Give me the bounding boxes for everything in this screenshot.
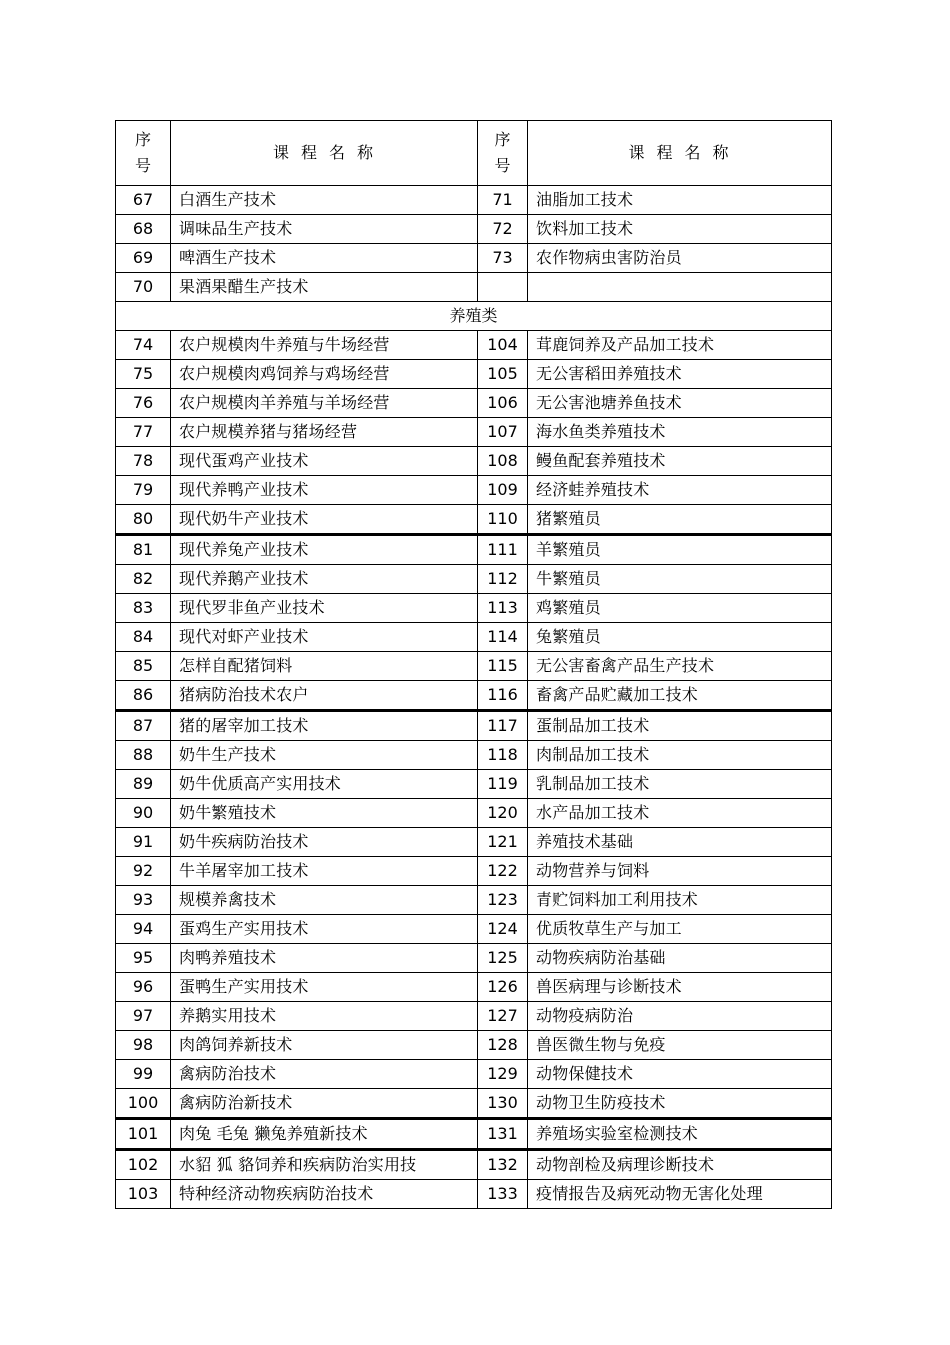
course-name-right: 动物卫生防疫技术 — [528, 1089, 832, 1119]
table-row — [116, 505, 832, 535]
header-name-left: 课程名称 — [171, 121, 478, 186]
course-name-left: 奶牛疾病防治技术 — [171, 828, 478, 857]
course-name-right: 经济蛙养殖技术 — [528, 476, 832, 505]
table-row — [116, 565, 832, 594]
course-name-right: 无公害畜禽产品生产技术 — [528, 652, 832, 681]
row-number-left: 98 — [116, 1031, 171, 1060]
row-number-left: 89 — [116, 770, 171, 799]
course-name-left: 现代养鹅产业技术 — [171, 565, 478, 594]
course-name-left: 禽病防治新技术 — [171, 1089, 478, 1119]
row-number-right: 120 — [478, 799, 528, 828]
row-number-right: 125 — [478, 944, 528, 973]
row-number-left: 78 — [116, 447, 171, 476]
course-name-right: 养殖技术基础 — [528, 828, 832, 857]
table-row — [116, 389, 832, 418]
course-name-right: 羊繁殖员 — [528, 535, 832, 565]
row-number-left: 101 — [116, 1119, 171, 1150]
course-name-left: 农户规模肉鸡饲养与鸡场经营 — [171, 360, 478, 389]
row-number-right: 121 — [478, 828, 528, 857]
row-number-left: 68 — [116, 215, 171, 244]
row-number-left: 90 — [116, 799, 171, 828]
row-number-left: 80 — [116, 505, 171, 535]
course-name-right: 肉制品加工技术 — [528, 741, 832, 770]
table-row — [116, 1089, 832, 1119]
course-name-right — [528, 273, 832, 302]
course-name-left: 奶牛优质高产实用技术 — [171, 770, 478, 799]
row-number-left: 86 — [116, 681, 171, 711]
course-name-left: 肉鸽饲养新技术 — [171, 1031, 478, 1060]
row-number-left: 81 — [116, 535, 171, 565]
course-name-right: 猪繁殖员 — [528, 505, 832, 535]
row-number-right: 72 — [478, 215, 528, 244]
row-number-left: 102 — [116, 1150, 171, 1180]
course-name-right: 农作物病虫害防治员 — [528, 244, 832, 273]
row-number-left: 103 — [116, 1180, 171, 1209]
course-name-left: 奶牛繁殖技术 — [171, 799, 478, 828]
row-number-left: 96 — [116, 973, 171, 1002]
table-row — [116, 1180, 832, 1209]
row-number-right: 117 — [478, 711, 528, 741]
table-row — [116, 828, 832, 857]
course-name-right: 无公害稻田养殖技术 — [528, 360, 832, 389]
table-row — [116, 331, 832, 360]
row-number-left: 91 — [116, 828, 171, 857]
table-row — [116, 244, 832, 273]
row-number-left: 83 — [116, 594, 171, 623]
course-name-right: 动物保健技术 — [528, 1060, 832, 1089]
row-number-right: 113 — [478, 594, 528, 623]
course-name-left: 怎样自配猪饲料 — [171, 652, 478, 681]
row-number-left: 97 — [116, 1002, 171, 1031]
course-name-left: 现代养兔产业技术 — [171, 535, 478, 565]
row-number-right: 129 — [478, 1060, 528, 1089]
table-row — [116, 886, 832, 915]
row-number-left: 82 — [116, 565, 171, 594]
row-number-right: 133 — [478, 1180, 528, 1209]
table-row — [116, 711, 832, 741]
row-number-left: 99 — [116, 1060, 171, 1089]
course-name-left: 规模养禽技术 — [171, 886, 478, 915]
row-number-left: 79 — [116, 476, 171, 505]
table-row — [116, 741, 832, 770]
course-name-left: 猪的屠宰加工技术 — [171, 711, 478, 741]
table-header-row — [116, 121, 832, 186]
course-name-left: 白酒生产技术 — [171, 186, 478, 215]
section-title: 养殖类 — [116, 302, 832, 331]
table-row — [116, 186, 832, 215]
course-name-left: 养鹅实用技术 — [171, 1002, 478, 1031]
row-number-left: 88 — [116, 741, 171, 770]
table-row — [116, 944, 832, 973]
row-number-right: 118 — [478, 741, 528, 770]
row-number-left: 77 — [116, 418, 171, 447]
course-table — [115, 120, 832, 1209]
course-name-right: 动物疫病防治 — [528, 1002, 832, 1031]
row-number-left: 87 — [116, 711, 171, 741]
table-row — [116, 623, 832, 652]
course-name-right: 饮料加工技术 — [528, 215, 832, 244]
row-number-left: 69 — [116, 244, 171, 273]
course-name-left: 啤酒生产技术 — [171, 244, 478, 273]
table-row — [116, 857, 832, 886]
row-number-left: 93 — [116, 886, 171, 915]
row-number-right: 122 — [478, 857, 528, 886]
course-name-right: 畜禽产品贮藏加工技术 — [528, 681, 832, 711]
course-name-left: 禽病防治技术 — [171, 1060, 478, 1089]
course-name-right: 鸡繁殖员 — [528, 594, 832, 623]
table-row — [116, 418, 832, 447]
row-number-right: 73 — [478, 244, 528, 273]
course-table-page — [115, 120, 831, 1209]
row-number-left: 74 — [116, 331, 171, 360]
table-row — [116, 652, 832, 681]
course-name-left: 农户规模养猪与猪场经营 — [171, 418, 478, 447]
course-name-right: 兽医病理与诊断技术 — [528, 973, 832, 1002]
course-name-left: 蛋鸭生产实用技术 — [171, 973, 478, 1002]
course-name-right: 优质牧草生产与加工 — [528, 915, 832, 944]
course-name-left: 现代蛋鸡产业技术 — [171, 447, 478, 476]
row-number-right: 105 — [478, 360, 528, 389]
table-row — [116, 681, 832, 711]
course-name-right: 动物疾病防治基础 — [528, 944, 832, 973]
course-name-right: 动物营养与饲料 — [528, 857, 832, 886]
course-name-right: 动物剖检及病理诊断技术 — [528, 1150, 832, 1180]
course-name-right: 海水鱼类养殖技术 — [528, 418, 832, 447]
course-name-left: 果酒果醋生产技术 — [171, 273, 478, 302]
row-number-right: 109 — [478, 476, 528, 505]
course-name-left: 农户规模肉羊养殖与羊场经营 — [171, 389, 478, 418]
course-name-right: 水产品加工技术 — [528, 799, 832, 828]
course-name-right: 养殖场实验室检测技术 — [528, 1119, 832, 1150]
table-row — [116, 535, 832, 565]
row-number-left: 76 — [116, 389, 171, 418]
row-number-right: 108 — [478, 447, 528, 476]
row-number-right: 119 — [478, 770, 528, 799]
course-name-left: 奶牛生产技术 — [171, 741, 478, 770]
course-name-left: 现代对虾产业技术 — [171, 623, 478, 652]
row-number-left: 85 — [116, 652, 171, 681]
row-number-left: 94 — [116, 915, 171, 944]
course-name-left: 肉鸭养殖技术 — [171, 944, 478, 973]
course-name-right: 乳制品加工技术 — [528, 770, 832, 799]
row-number-right: 123 — [478, 886, 528, 915]
course-name-left: 农户规模肉牛养殖与牛场经营 — [171, 331, 478, 360]
header-no-right: 序号 — [478, 121, 528, 186]
row-number-right: 131 — [478, 1119, 528, 1150]
course-name-left: 现代养鸭产业技术 — [171, 476, 478, 505]
row-number-left: 84 — [116, 623, 171, 652]
course-name-right: 鳗鱼配套养殖技术 — [528, 447, 832, 476]
row-number-right: 112 — [478, 565, 528, 594]
course-name-right: 蛋制品加工技术 — [528, 711, 832, 741]
course-name-left: 现代罗非鱼产业技术 — [171, 594, 478, 623]
course-name-right: 茸鹿饲养及产品加工技术 — [528, 331, 832, 360]
course-name-left: 水貂 狐 貉饲养和疾病防治实用技 — [171, 1150, 478, 1180]
row-number-left: 67 — [116, 186, 171, 215]
table-row — [116, 1150, 832, 1180]
row-number-right: 115 — [478, 652, 528, 681]
course-name-right: 无公害池塘养鱼技术 — [528, 389, 832, 418]
row-number-right — [478, 273, 528, 302]
row-number-right: 128 — [478, 1031, 528, 1060]
course-name-left: 特种经济动物疾病防治技术 — [171, 1180, 478, 1209]
course-name-left: 蛋鸡生产实用技术 — [171, 915, 478, 944]
row-number-right: 104 — [478, 331, 528, 360]
table-row — [116, 215, 832, 244]
header-name-right: 课程名称 — [528, 121, 832, 186]
row-number-left: 95 — [116, 944, 171, 973]
table-row — [116, 273, 832, 302]
course-name-left: 现代奶牛产业技术 — [171, 505, 478, 535]
row-number-right: 126 — [478, 973, 528, 1002]
row-number-left: 75 — [116, 360, 171, 389]
table-row — [116, 594, 832, 623]
table-row — [116, 1002, 832, 1031]
table-row — [116, 476, 832, 505]
course-name-left: 肉兔 毛兔 獭兔养殖新技术 — [171, 1119, 478, 1150]
table-row — [116, 799, 832, 828]
row-number-right: 111 — [478, 535, 528, 565]
table-row — [116, 447, 832, 476]
row-number-right: 116 — [478, 681, 528, 711]
course-name-left: 牛羊屠宰加工技术 — [171, 857, 478, 886]
course-name-right: 兔繁殖员 — [528, 623, 832, 652]
course-name-right: 兽医微生物与免疫 — [528, 1031, 832, 1060]
table-row — [116, 1119, 832, 1150]
course-name-right: 油脂加工技术 — [528, 186, 832, 215]
table-row — [116, 770, 832, 799]
course-name-left: 猪病防治技术农户 — [171, 681, 478, 711]
course-name-right: 青贮饲料加工利用技术 — [528, 886, 832, 915]
row-number-right: 124 — [478, 915, 528, 944]
row-number-right: 132 — [478, 1150, 528, 1180]
row-number-right: 114 — [478, 623, 528, 652]
row-number-right: 107 — [478, 418, 528, 447]
row-number-right: 130 — [478, 1089, 528, 1119]
header-no-left: 序号 — [116, 121, 171, 186]
section-row — [116, 302, 832, 331]
table-row — [116, 360, 832, 389]
row-number-left: 92 — [116, 857, 171, 886]
table-row — [116, 1031, 832, 1060]
course-name-right: 牛繁殖员 — [528, 565, 832, 594]
row-number-right: 106 — [478, 389, 528, 418]
row-number-right: 127 — [478, 1002, 528, 1031]
table-row — [116, 915, 832, 944]
course-name-right: 疫情报告及病死动物无害化处理 — [528, 1180, 832, 1209]
row-number-left: 70 — [116, 273, 171, 302]
course-name-left: 调味品生产技术 — [171, 215, 478, 244]
table-row — [116, 1060, 832, 1089]
row-number-left: 100 — [116, 1089, 171, 1119]
table-row — [116, 973, 832, 1002]
row-number-right: 71 — [478, 186, 528, 215]
row-number-right: 110 — [478, 505, 528, 535]
